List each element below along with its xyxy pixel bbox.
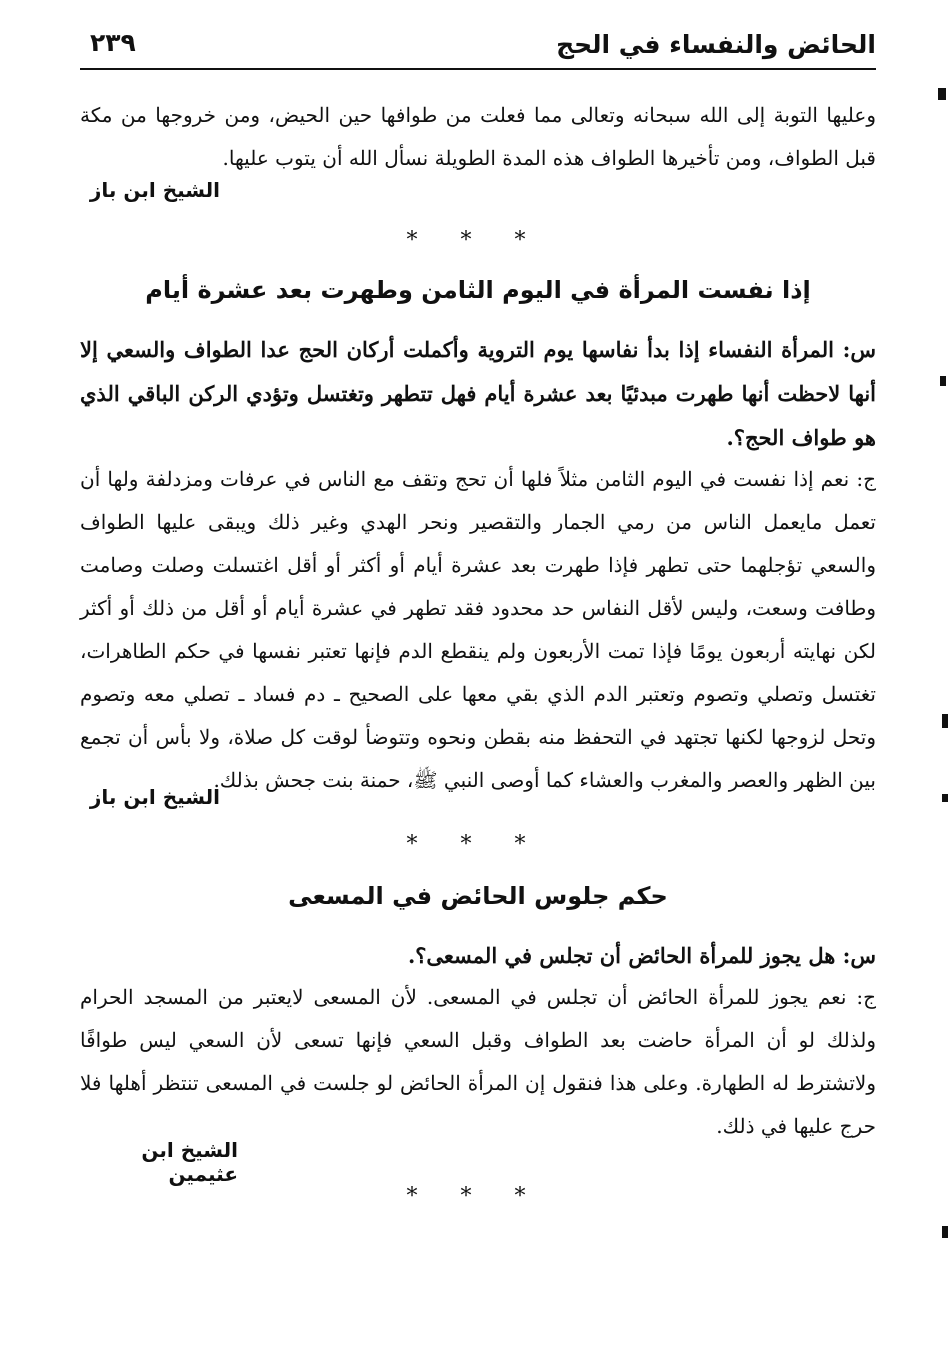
scan-margin-mark — [938, 88, 946, 100]
question-block-1 — [80, 328, 876, 460]
answer-1: ج: نعم إذا نفست في اليوم الثامن مثلاً فلها أن تحج وتقف مع الناس في عرفات ومزدلفة ولها أن تعمل مايعمل الناس من رمي الجمار والتقصير ونحر الهدي وغير ذلك ويبقى عليها الطواف والسعي تؤجلهما حتى تطهر فإذا طهرت بعد عشرة أيام أو أكثر أو أقل اغتسلت وصلت وصامت وطافت وسعت، وليس لأقل النفاس حد محدود فقد تطهر في عشرة أيام أو أقل من ذلك أو أكثر لكن نهايته أربعون يومًا فإذا تمت الأربعون ولم ينقطع الدم فإنها تعتبر نفسها في حكم الطاهرات، تغتسل وتصلي وتصوم وتعتبر الدم الذي بقي معها على الصحيح ـ دم فساد ـ تصلي معه وتصوم وتحل لزوجها لكنها تجتهد في التحفظ منه بقطن ونحوه وتتوضأ لوقت كل صلاة، ولا بأس أن تجمع بين الظهر والعصر والمغرب والعشاء كما أوصى النبي ﷺ، حمنة بنت جحش بذلك. — [80, 467, 877, 792]
continuation-block — [80, 94, 876, 180]
answer-2: ج: نعم يجوز للمرأة الحائض أن تجلس في المسعى. لأن المسعى لايعتبر من المسجد الحرام ولذلك لو أن المرأة حاضت بعد الطواف وقبل السعي فإنها تسعى لأن السعي ليس طوافًا ولاتشترط له الطهارة. وعلى هذا فنقول إن المرأة الحائض لو جلست في المسعى تنتظر أهلها فلا حرج عليها في ذلك. — [80, 985, 876, 1138]
separator-stars-2: * * * — [406, 832, 544, 857]
signature-ibn-baz-2: الشيخ ابن باز — [89, 785, 220, 809]
page-header — [80, 26, 876, 70]
signature-ibn-baz-1: الشيخ ابن باز — [89, 178, 220, 202]
scan-margin-mark — [942, 714, 948, 728]
scan-margin-mark — [942, 794, 948, 802]
question-block-2 — [80, 934, 876, 978]
signature-ibn-uthaymin: الشيخ ابن عثيمين — [141, 1138, 238, 1186]
section-heading-nifas: إذا نفست المرأة في اليوم الثامن وطهرت بعد عشرة أيام — [145, 276, 811, 304]
answer-block-2 — [80, 976, 876, 1148]
scan-margin-mark — [940, 376, 946, 386]
page-number: ٢٣٩ — [90, 28, 136, 57]
scan-margin-mark — [942, 1226, 948, 1238]
running-title: الحائض والنفساء في الحج — [556, 30, 876, 59]
answer-block-1 — [80, 458, 876, 802]
separator-stars-1: * * * — [406, 228, 544, 253]
separator-stars-3: * * * — [406, 1184, 544, 1209]
section-heading-masaa: حكم جلوس الحائض في المسعى — [288, 882, 668, 910]
continuation-paragraph: وعليها التوبة إلى الله سبحانه وتعالى مما فعلت من طوافها حين الحيض، ومن خروجها من مكة قبل الطواف، ومن تأخيرها الطواف هذه المدة الطويلة نسأل الله أن يتوب عليها. — [80, 103, 876, 170]
question-1: س: المرأة النفساء إذا بدأ نفاسها يوم التروية وأكملت أركان الحج عدا الطواف والسعي إلا أنها لاحظت أنها طهرت مبدئيًا بعد عشرة أيام فهل تتطهر وتغتسل وتؤدي الركن الباقي الذي هو طواف الحج؟. — [80, 337, 876, 450]
question-2: س: هل يجوز للمرأة الحائض أن تجلس في المسعى؟. — [407, 943, 876, 968]
